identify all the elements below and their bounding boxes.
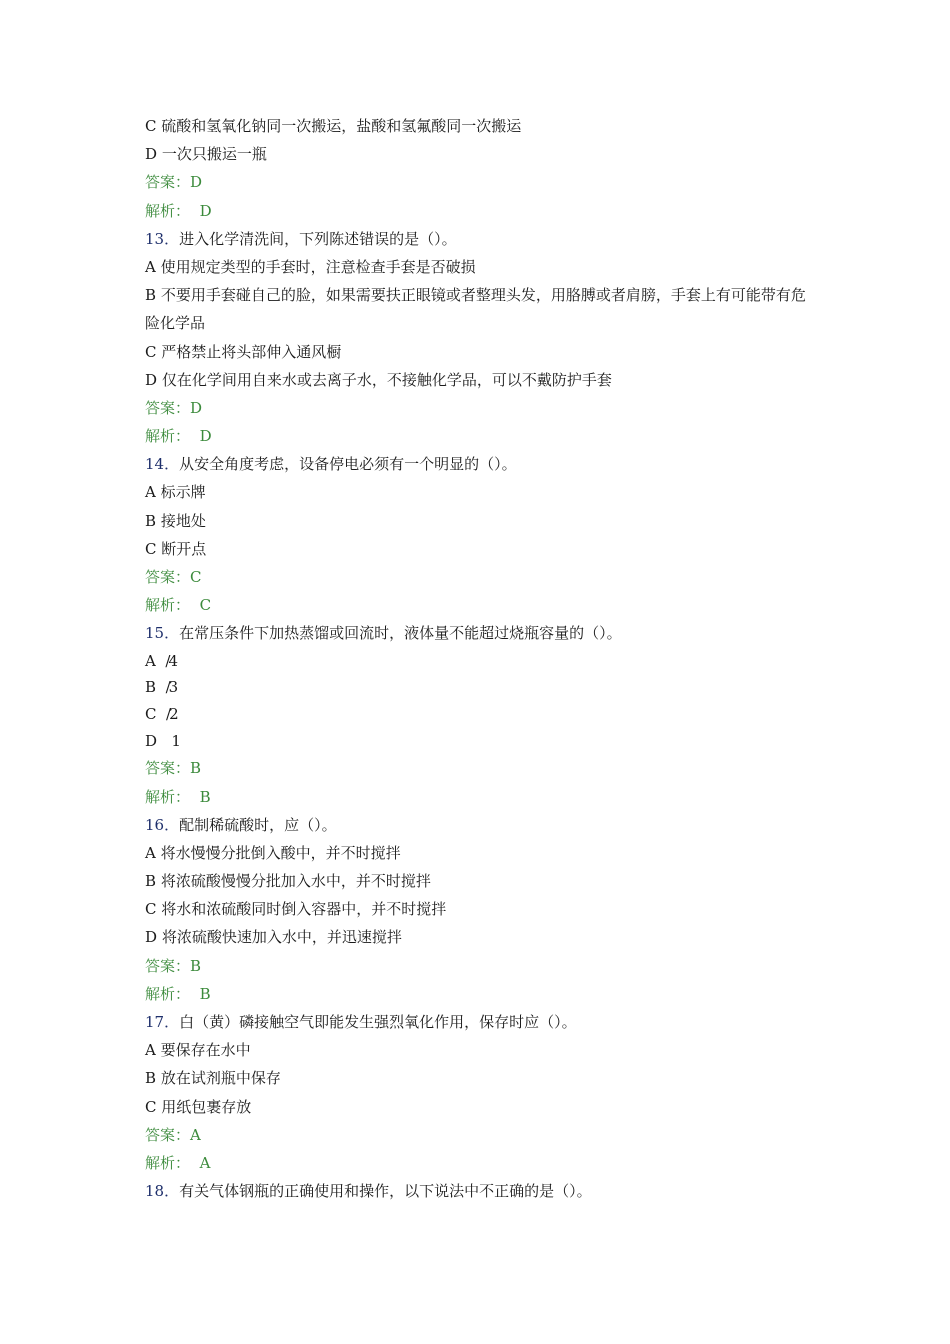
- answer-line: 答案：C: [145, 568, 202, 587]
- analysis-line: 解析： D: [145, 427, 212, 446]
- answer-line: 答案：A: [145, 1125, 201, 1144]
- answer-line: 答案：B: [145, 759, 202, 778]
- question-stem: 18．有关气体钢瓶的正确使用和操作，以下说法中不正确的是（）。: [145, 1182, 592, 1201]
- option-line: C 硫酸和氢氧化钠同一次搬运，盐酸和氢氟酸同一次搬运: [145, 117, 522, 135]
- option-line: C 用纸包裹存放: [145, 1097, 252, 1116]
- option-line: C 断开点: [145, 539, 207, 558]
- answer-line: 答案：D: [145, 173, 203, 192]
- question-list: [145, 112, 815, 1205]
- question-stem: 13．进入化学清洗间，下列陈述错误的是（）。: [145, 229, 457, 248]
- analysis-line: 解析： B: [145, 984, 211, 1003]
- option-line: D 一次只搬运一瓶: [145, 145, 267, 164]
- question-stem: 15．在常压条件下加热蒸馏或回流时，液体量不能超过烧瓶容量的（）。: [145, 624, 622, 643]
- analysis-line: 解析： D: [145, 201, 212, 220]
- option-line: C 严格禁止将头部伸入通风橱: [145, 342, 342, 361]
- option-line: B 不要用手套碰自己的脸，如果需要扶正眼镜或者整理头发，用胳膊或者肩膀，手套上有可能带有危险化学品: [145, 286, 806, 333]
- answer-line: 答案：B: [145, 956, 202, 975]
- question-stem: 16．配制稀硫酸时，应（）。: [145, 815, 337, 834]
- option-line: B 将浓硫酸慢慢分批加入水中，并不时搅拌: [145, 872, 431, 891]
- option-line: D 1: [145, 731, 181, 750]
- option-line: A 将水慢慢分批倒入酸中，并不时搅拌: [145, 843, 401, 862]
- analysis-line: 解析： A: [145, 1153, 211, 1172]
- option-line: A /4: [145, 651, 176, 670]
- analysis-line: 解析： C: [145, 596, 212, 615]
- option-line: B 放在试剂瓶中保存: [145, 1069, 281, 1088]
- analysis-line: 解析： B: [145, 787, 211, 806]
- option-line: D 将浓硫酸快速加入水中，并迅速搅拌: [145, 928, 402, 947]
- option-line: B /3: [145, 678, 177, 697]
- option-line: A 要保存在水中: [145, 1041, 251, 1060]
- question-stem: 14．从安全角度考虑，设备停电必须有一个明显的（）。: [145, 455, 517, 474]
- option-line: D 仅在化学间用自来水或去离子水，不接触化学品，可以不戴防护手套: [145, 370, 612, 389]
- option-line: B 接地处: [145, 511, 206, 530]
- option-line: C 将水和浓硫酸同时倒入容器中，并不时搅拌: [145, 900, 447, 919]
- option-line: A 标示牌: [145, 483, 206, 502]
- option-line: C /2: [145, 704, 177, 723]
- question-stem: 17．白（黄）磷接触空气即能发生强烈氧化作用，保存时应（）。: [145, 1013, 577, 1032]
- option-line: A 使用规定类型的手套时，注意检查手套是否破损: [145, 257, 476, 276]
- answer-line: 答案：D: [145, 398, 203, 417]
